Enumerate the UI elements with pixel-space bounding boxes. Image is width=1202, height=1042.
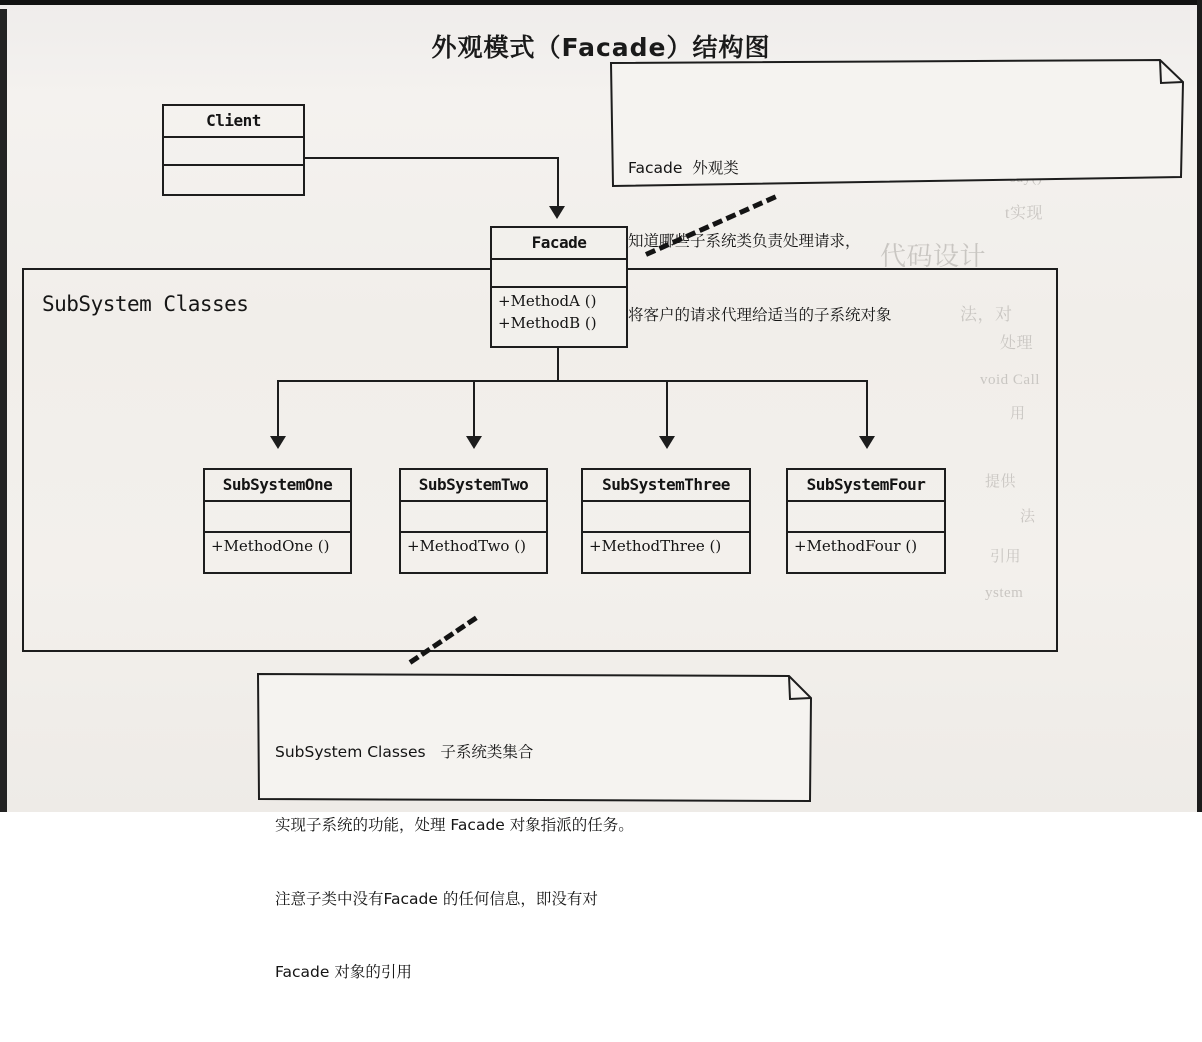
ghost-text-fragment: void Call (980, 372, 1040, 388)
operation-item: +MethodThree () (589, 537, 722, 555)
operation-item: +MethodOne () (211, 537, 330, 555)
class-name-subsystemfour: SubSystemFour (788, 470, 944, 502)
ghost-text-fragment: 处理 (1000, 335, 1034, 352)
ghost-text-fragment: ystem (985, 585, 1024, 601)
class-name-subsystemone: SubSystemOne (205, 470, 350, 502)
ghost-text-fragment: 用 (1010, 406, 1026, 422)
note-subsystem (261, 682, 806, 1042)
ghost-text-fragment: 引用 (990, 549, 1022, 565)
ghost-text-fragment: 法，对 (960, 305, 1013, 324)
ghost-text-fragment: t实现 (1005, 205, 1043, 222)
note-line: 知道哪些子系统类负责处理请求， (628, 232, 861, 251)
operation-item: +MethodTwo () (407, 537, 526, 555)
operation-item: +MethodB () (498, 313, 597, 332)
ghost-text-fragment: 提供 (985, 474, 1017, 490)
note-line: SubSystem Classes 子系统类集合 (275, 742, 534, 761)
note-line: Facade 对象的引用 (275, 963, 412, 982)
subsystem-classes-label: SubSystem Classes (42, 292, 249, 316)
note-line: 将客户的请求代理给适当的子系统对象 (628, 305, 892, 324)
class-name-client: Client (164, 106, 303, 138)
note-line: 实现子系统的功能，处理 Facade 对象指派的任务。 (275, 816, 634, 835)
class-name-facade: Facade (492, 228, 626, 260)
ghost-text-fragment: 代码设计 (880, 242, 987, 271)
note-line: 注意子类中没有Facade 的任何信息，即没有对 (275, 889, 598, 908)
class-name-subsystemtwo: SubSystemTwo (401, 470, 546, 502)
operation-item: +MethodA () (498, 292, 597, 310)
note-line: Facade 外观类 (628, 158, 739, 177)
page-title: 外观模式（Facade）结构图 (431, 33, 771, 62)
ghost-text-fragment: 法 (1020, 509, 1036, 525)
class-name-subsystemthree: SubSystemThree (583, 470, 749, 502)
operation-item: +MethodFour () (794, 537, 918, 555)
